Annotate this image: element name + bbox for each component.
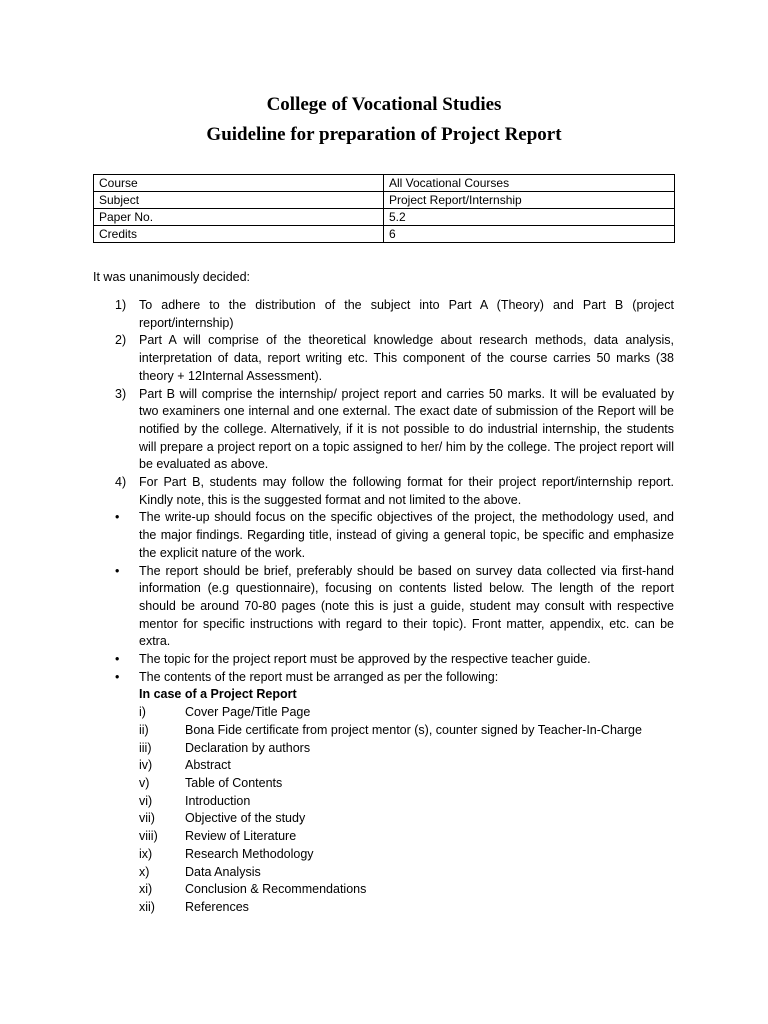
table-label: Credits: [94, 226, 384, 243]
bullet-item: [93, 651, 674, 669]
list-item-label: Review of Literature: [185, 829, 297, 844]
item-text: Part A will comprise of the theoretical knowledge about research methods, data analysis, interpretation of data, report writing etc. This component of the course carries 50 marks (38 theory + 12Internal Assessment).: [139, 333, 674, 383]
roman-numeral: ix): [139, 846, 153, 861]
list-item-label: Table of Contents: [185, 775, 283, 790]
table-label: Subject: [94, 192, 384, 209]
roman-numeral: i): [139, 705, 146, 720]
numbered-item: [93, 332, 674, 385]
numbered-item: [93, 386, 674, 475]
bullet-icon: •: [115, 510, 120, 525]
numbered-item: [93, 297, 674, 332]
bullet-item: [93, 669, 674, 687]
list-item-label: Cover Page/Title Page: [185, 705, 311, 720]
intro-text: It was unanimously decided:: [93, 270, 251, 284]
guideline-body: [93, 297, 674, 917]
table-value: 5.2: [384, 209, 675, 226]
list-item: [93, 722, 674, 740]
list-item: [93, 864, 674, 882]
list-item: [93, 793, 674, 811]
table-row: [94, 226, 675, 243]
item-number: 1): [115, 298, 127, 312]
list-item: [93, 757, 674, 775]
list-item-label: References: [185, 899, 249, 914]
document-title: Guideline for preparation of Project Report: [206, 124, 562, 145]
table-row: [94, 209, 675, 226]
roman-numeral: xi): [139, 882, 153, 897]
roman-numeral: xii): [139, 899, 155, 914]
list-item-label: Research Methodology: [185, 846, 314, 861]
item-text: The contents of the report must be arranged as per the following:: [139, 669, 499, 684]
numbered-item: [93, 474, 674, 509]
list-item: [93, 775, 674, 793]
roman-numeral: vii): [139, 811, 155, 826]
list-item: [93, 828, 674, 846]
bullet-icon: •: [115, 563, 120, 578]
item-text: Part B will comprise the internship/ project report and carries 50 marks. It will be evaluated by two examiners one internal and one external. The exact date of submission of the Report will be notified by the college. Alternatively, if it is not possible to do industrial internship, the students will prepare a project report on a topic assigned to her/ him by the college. The project report will be evaluated as above.: [139, 386, 674, 472]
list-item-label: Conclusion & Recommendations: [185, 882, 367, 897]
roman-numeral: iii): [139, 740, 152, 755]
list-item: [93, 704, 674, 722]
table-value: All Vocational Courses: [384, 175, 675, 192]
roman-numeral: iv): [139, 758, 153, 773]
bullet-icon: •: [115, 652, 120, 667]
table-row: [94, 175, 675, 192]
roman-numeral: x): [139, 864, 150, 879]
item-text: The write-up should focus on the specific objectives of the project, the methodology used, and the major findings. Regarding title, instead of giving a general topic, be specific and emphasize the explicit nature of the work.: [139, 510, 674, 560]
list-item: [93, 846, 674, 864]
item-text: For Part B, students may follow the following format for their project report/internship report. Kindly note, this is the suggested format and not limited to the above.: [139, 475, 674, 507]
item-number: 2): [115, 333, 127, 348]
bullet-icon: •: [115, 669, 120, 684]
bullet-item: [93, 509, 674, 562]
roman-numeral: ii): [139, 722, 149, 737]
list-item: [93, 740, 674, 758]
list-item: [93, 899, 674, 917]
table-label: Paper No.: [94, 209, 384, 226]
item-text: The topic for the project report must be approved by the respective teacher guide.: [139, 652, 591, 667]
roman-numeral: vi): [139, 793, 153, 808]
roman-numeral: v): [139, 775, 150, 790]
list-item: [93, 810, 674, 828]
roman-numeral: viii): [139, 829, 158, 844]
item-number: 3): [115, 386, 127, 401]
bullet-item: [93, 563, 674, 652]
list-item-label: Objective of the study: [185, 811, 306, 826]
contents-heading: In case of a Project Report: [139, 687, 297, 702]
college-title: College of Vocational Studies: [266, 94, 502, 115]
table-value: Project Report/Internship: [384, 192, 675, 209]
list-item-label: Data Analysis: [185, 864, 261, 879]
course-info-table: [93, 174, 675, 243]
table-row: [94, 192, 675, 209]
item-text: The report should be brief, preferably should be based on survey data collected via first-hand information (e.g questionnaire), focusing on contents listed below. The length of the report should be around 70-80 pages (note this is just a guide, student may consult with respective mentor for specific instructions with regard to their topic). Front matter, appendix, etc. can be extra.: [139, 563, 674, 649]
list-item-label: Bona Fide certificate from project mentor (s), counter signed by Teacher-In-Charge: [185, 722, 642, 737]
table-value: 6: [384, 226, 675, 243]
item-text: To adhere to the distribution of the subject into Part A (Theory) and Part B (project report/internship): [139, 298, 674, 330]
item-number: 4): [115, 475, 127, 490]
list-item-label: Abstract: [185, 758, 231, 773]
list-item: [93, 881, 674, 899]
table-label: Course: [94, 175, 384, 192]
list-item-label: Introduction: [185, 793, 251, 808]
list-item-label: Declaration by authors: [185, 740, 311, 755]
